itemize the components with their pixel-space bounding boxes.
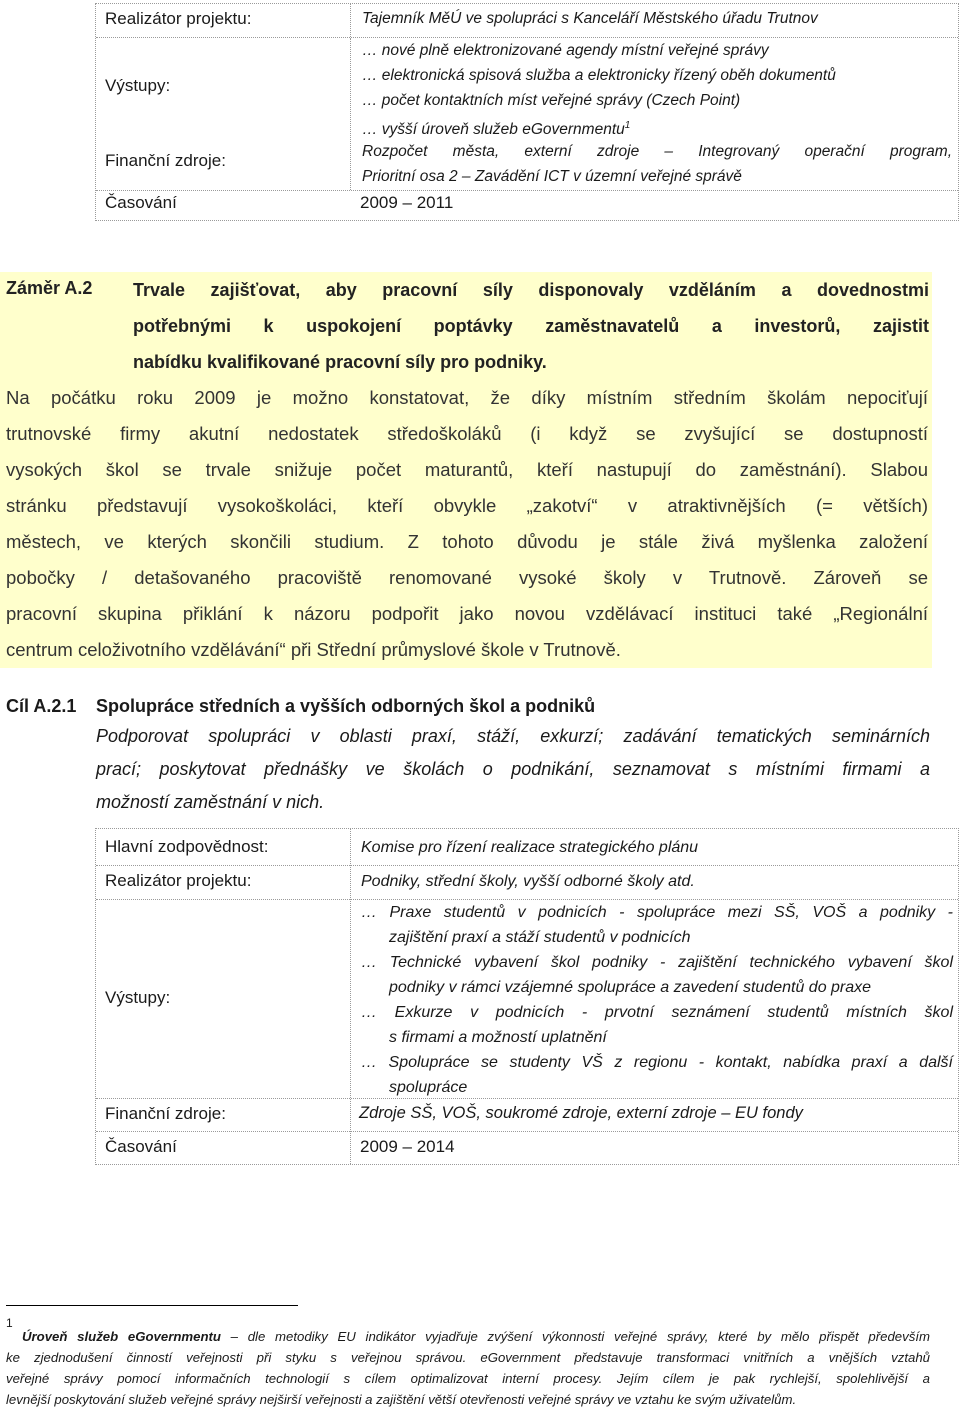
- vystupy-item-text: … vyšší úroveň služeb eGovernmentu: [362, 121, 625, 139]
- realizator-label-2: Realizátor projektu:: [105, 871, 252, 890]
- financni-line: Rozpočet města, externí zdroje – Integrovaný operační program,: [362, 143, 952, 160]
- paragraph-line: pracovní skupina přiklání k názoru podpořit jako novou vzdělávací instituci také „Regionální: [6, 603, 928, 624]
- cil-desc-line: možností zaměstnání v nich.: [96, 792, 325, 812]
- casovani-label-2: Časování: [105, 1137, 177, 1156]
- footnote-line: [6, 1326, 930, 1347]
- vystupy-item-cont: s firmami a možností uplatnění: [389, 1029, 607, 1046]
- casovani-value-2: 2009 – 2014: [360, 1137, 455, 1156]
- zamer-paragraph: [6, 380, 928, 668]
- vystupy-item: … počet kontaktních míst veřejné správy (Czech Point): [362, 92, 741, 109]
- cil-desc-line: Podporovat spolupráci v oblasti praxí, stáží, exkurzí; zadávání tematických seminárních: [96, 726, 930, 746]
- vystupy-list-2: [361, 900, 953, 1100]
- vystupy-item: … Praxe studentů v podnicích - spolupráce mezi SŠ, VOŠ a podniky -: [361, 904, 953, 921]
- cil-label: Cíl A.2.1: [6, 696, 77, 716]
- cil-title: Spolupráce středních a vyšších odborných škol a podniků: [96, 696, 596, 716]
- vystupy-item-cont: spolupráce: [389, 1079, 468, 1096]
- vystupy-item: … Spolupráce se studenty VŠ z regionu - kontakt, nabídka praxí a další: [361, 1054, 953, 1071]
- financni-value-1: [362, 139, 952, 189]
- zamer-line: potřebnými k uspokojení poptávky zaměstnavatelů a investorů, zajistit: [133, 316, 929, 336]
- paragraph-line: městech, ve kterých skončili studium. Z tohoto důvodu je stále živá myšlenka založení: [6, 531, 928, 552]
- paragraph-line: vysokých škol se trvale snižuje počet maturantů, kteří nastupují do zaměstnání). Slabou: [6, 459, 928, 480]
- vystupy-label-2: Výstupy:: [105, 988, 171, 1007]
- hlavni-label: Hlavní zodpovědnost:: [105, 837, 269, 856]
- vystupy-item: … elektronická spisová služba a elektronicky řízený oběh dokumentů: [362, 67, 836, 84]
- zamer-line: nabídku kvalifikované pracovní síly pro podniky.: [133, 352, 547, 372]
- vystupy-item: … Exkurze v podnicích - prvotní seznámení studentů místních škol: [361, 1004, 953, 1021]
- footnote-line: ke zjednodušení činností veřejnosti při styku s veřejnou správou. eGovernment představuje transformaci vnitřních a vnějších vztahů: [6, 1350, 930, 1365]
- hlavni-value: Komise pro řízení realizace strategického plánu: [361, 839, 699, 856]
- paragraph-line: centrum celoživotního vzdělávání“ při Střední průmyslové škole v Trutnově.: [6, 639, 621, 660]
- footnote-ref[interactable]: 1: [624, 120, 631, 131]
- financni-label-2: Finanční zdroje:: [105, 1104, 226, 1123]
- footnote-line: veřejné správy pomocí informačních technologií s cílem optimalizovat interní procesy. Jejím cílem je pak rychlejší, spolehlivější a: [6, 1371, 930, 1386]
- vystupy-item: [362, 113, 836, 142]
- footnote-text: [6, 1326, 930, 1410]
- cil-description: [96, 720, 930, 819]
- zamer-line: Trvale zajišťovat, aby pracovní síly disponovaly vzděláním a dovednostmi: [133, 280, 929, 300]
- cil-desc-line: prací; poskytovat přednášky ve školách o podnikání, seznamovat s místními firmami a: [96, 759, 930, 779]
- paragraph-line: pobočky / detašovaného pracoviště renomované vysoké školy v Trutnově. Zároveň se: [6, 567, 928, 588]
- paragraph-line: Na počátku roku 2009 je možno konstatovat, že díky místním středním školám nepociťují: [6, 387, 928, 408]
- vystupy-item-cont: zajištění praxí a stáží studentů v podnicích: [389, 929, 691, 946]
- financni-label-1: Finanční zdroje:: [105, 151, 226, 170]
- casovani-value-1: 2009 – 2011: [360, 193, 454, 212]
- footnote-line-text: – dle metodiky EU indikátor vyjadřuje zvýšení výkonnosti veřejné správy, které by mělo přispět především: [230, 1329, 930, 1344]
- vystupy-item: … nové plně elektronizované agendy místní veřejné správy: [362, 42, 769, 59]
- vystupy-item-cont: podniky v rámci vzájemné spolupráce a zavedení studentů do praxe: [389, 979, 872, 996]
- vystupy-label-1: Výstupy:: [105, 76, 171, 95]
- realizator-label-1: Realizátor projektu:: [105, 9, 252, 28]
- financni-value-2: Zdroje SŠ, VOŠ, soukromé zdroje, externí zdroje – EU fondy: [359, 1104, 803, 1122]
- vystupy-item: … Technické vybavení škol podniky - zajištění technického vybavení škol: [361, 954, 953, 971]
- footnote-mark: 1: [6, 1316, 13, 1330]
- paragraph-line: trutnovské firmy akutní nedostatek středoškoláků (i když se zvyšující se dostupností: [6, 423, 928, 444]
- realizator-value-2: Podniky, střední školy, vyšší odborné školy atd.: [361, 873, 695, 890]
- footnote-line: levnější poskytování služeb veřejné správy nejširší veřejnosti a zajištění větší otevřenosti veřejné správy ve vztahu ke svým uživatelům.: [6, 1392, 797, 1407]
- casovani-label-1: Časování: [105, 193, 177, 212]
- zamer-label: Záměr A.2: [6, 278, 93, 298]
- paragraph-line: stránku představují vysokoškoláci, kteří obvykle „zakotví“ v atraktivnějších (= větších): [6, 495, 928, 516]
- financni-line: Prioritní osa 2 – Zavádění ICT v územní veřejné správě: [362, 168, 742, 185]
- footnote-separator: [6, 1305, 298, 1306]
- vystupy-list-1: [362, 38, 836, 142]
- footnote-lead: Úroveň služeb eGovernmentu: [22, 1329, 221, 1344]
- realizator-value-1: Tajemník MěÚ ve spolupráci s Kanceláří Městského úřadu Trutnov: [362, 10, 818, 27]
- zamer-statement: [133, 272, 929, 380]
